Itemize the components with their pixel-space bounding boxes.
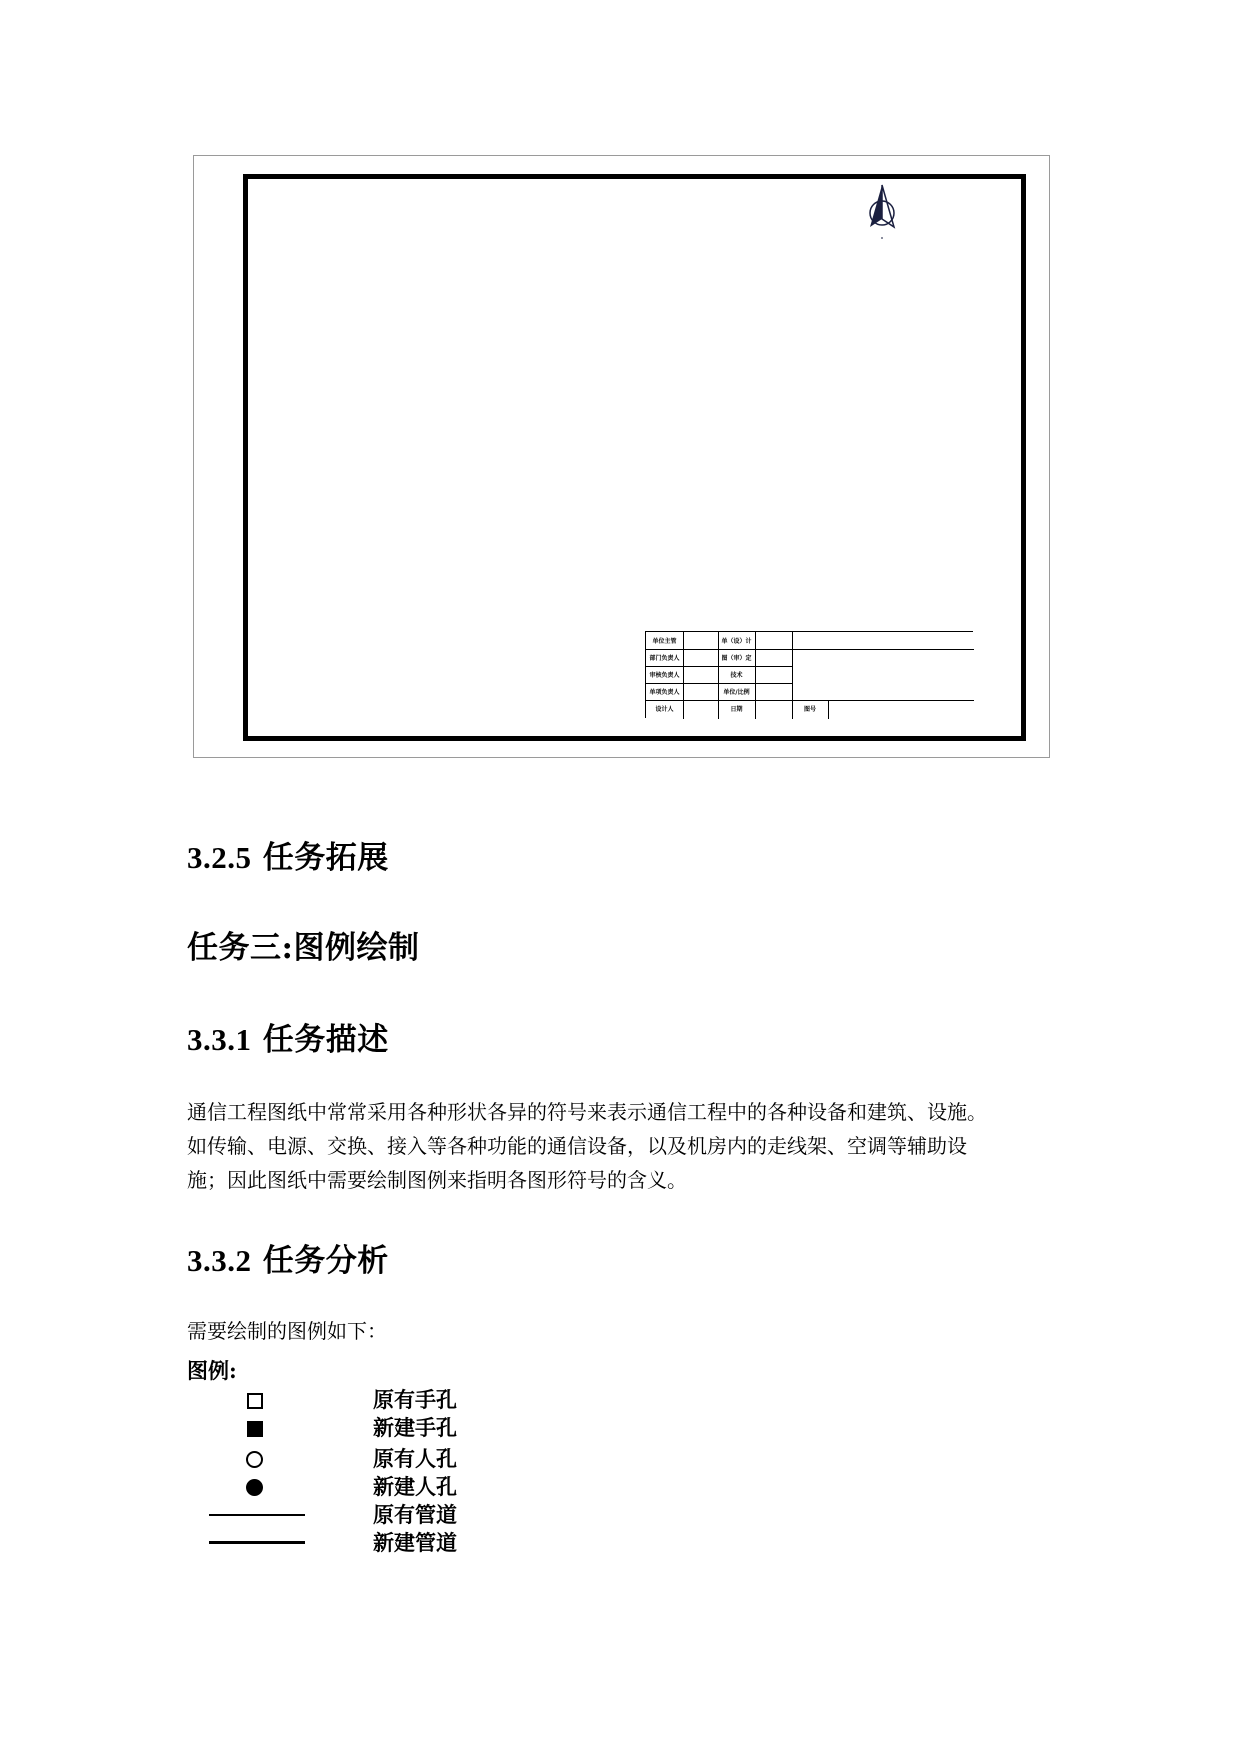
- heading-number: 3.3.2: [187, 1243, 252, 1278]
- tb-left-label: 单位主管: [652, 638, 677, 645]
- heading-separator: :: [281, 930, 294, 966]
- description-paragraph: [187, 1095, 1057, 1197]
- filled-square-icon: [247, 1421, 263, 1437]
- heading-task-three: [187, 922, 419, 967]
- legend-label: 原有人孔: [373, 1446, 457, 1471]
- heading-prefix: 任务三: [187, 930, 282, 966]
- heading-3-3-2: [187, 1235, 389, 1280]
- tb-mid-label: 单（设）计: [721, 638, 752, 645]
- heading-text: 任务分析: [262, 1243, 389, 1279]
- legend-item: [0, 1446, 800, 1472]
- hollow-circle-icon: [246, 1451, 263, 1468]
- paragraph-line: 需要绘制的图例如下：: [187, 1319, 387, 1343]
- tb-left-label: 审核负责人: [649, 672, 680, 679]
- thin-line-icon: [209, 1514, 305, 1516]
- heading-text: 任务描述: [262, 1022, 389, 1058]
- drawing-figure: [193, 155, 1050, 758]
- title-block: [645, 631, 973, 718]
- heading-number: 3.2.5: [187, 840, 252, 875]
- legend-title: 图例:: [187, 1358, 237, 1383]
- heading-text: 图例绘制: [293, 930, 420, 966]
- heading-3-3-1: [187, 1014, 389, 1059]
- heading-text: 任务拓展: [262, 840, 389, 876]
- legend-label: 原有管道: [373, 1502, 457, 1527]
- heading-3-2-5: [187, 832, 389, 877]
- heading-number: 3.3.1: [187, 1022, 252, 1057]
- paragraph-line: 施；因此图纸中需要绘制图例来指明各图形符号的含义。: [187, 1168, 687, 1192]
- tb-mid-label: 技术: [730, 672, 743, 679]
- legend-label: 原有手孔: [373, 1387, 457, 1412]
- tb-mid-label: 单位/比例: [723, 689, 750, 696]
- legend-label: 新建管道: [373, 1530, 457, 1555]
- north-arrow-icon: [862, 183, 902, 243]
- legend-item: [0, 1474, 800, 1500]
- filled-circle-icon: [246, 1479, 263, 1496]
- legend-item: [0, 1530, 800, 1556]
- hollow-square-icon: [247, 1393, 263, 1409]
- thick-line-icon: [209, 1541, 305, 1544]
- tb-figure-no-label: 图号: [803, 706, 816, 713]
- tb-left-label: 设计人: [655, 706, 674, 713]
- paragraph-line: 通信工程图纸中常常采用各种形状各异的符号来表示通信工程中的各种设备和建筑、设施。: [187, 1100, 987, 1124]
- legend-item: [0, 1415, 800, 1441]
- tb-left-label: 单项负责人: [649, 689, 680, 696]
- legend-item: [0, 1502, 800, 1528]
- analysis-intro: [187, 1314, 1057, 1348]
- legend-label: 新建手孔: [373, 1415, 457, 1440]
- legend-item: [0, 1387, 800, 1413]
- tb-mid-label: 图（审）定: [721, 655, 752, 662]
- paragraph-line: 如传输、电源、交换、接入等各种功能的通信设备，以及机房内的走线架、空调等辅助设: [187, 1134, 967, 1158]
- legend-label: 新建人孔: [373, 1474, 457, 1499]
- tb-mid-label: 日期: [730, 706, 743, 713]
- tb-left-label: 部门负责人: [649, 655, 680, 662]
